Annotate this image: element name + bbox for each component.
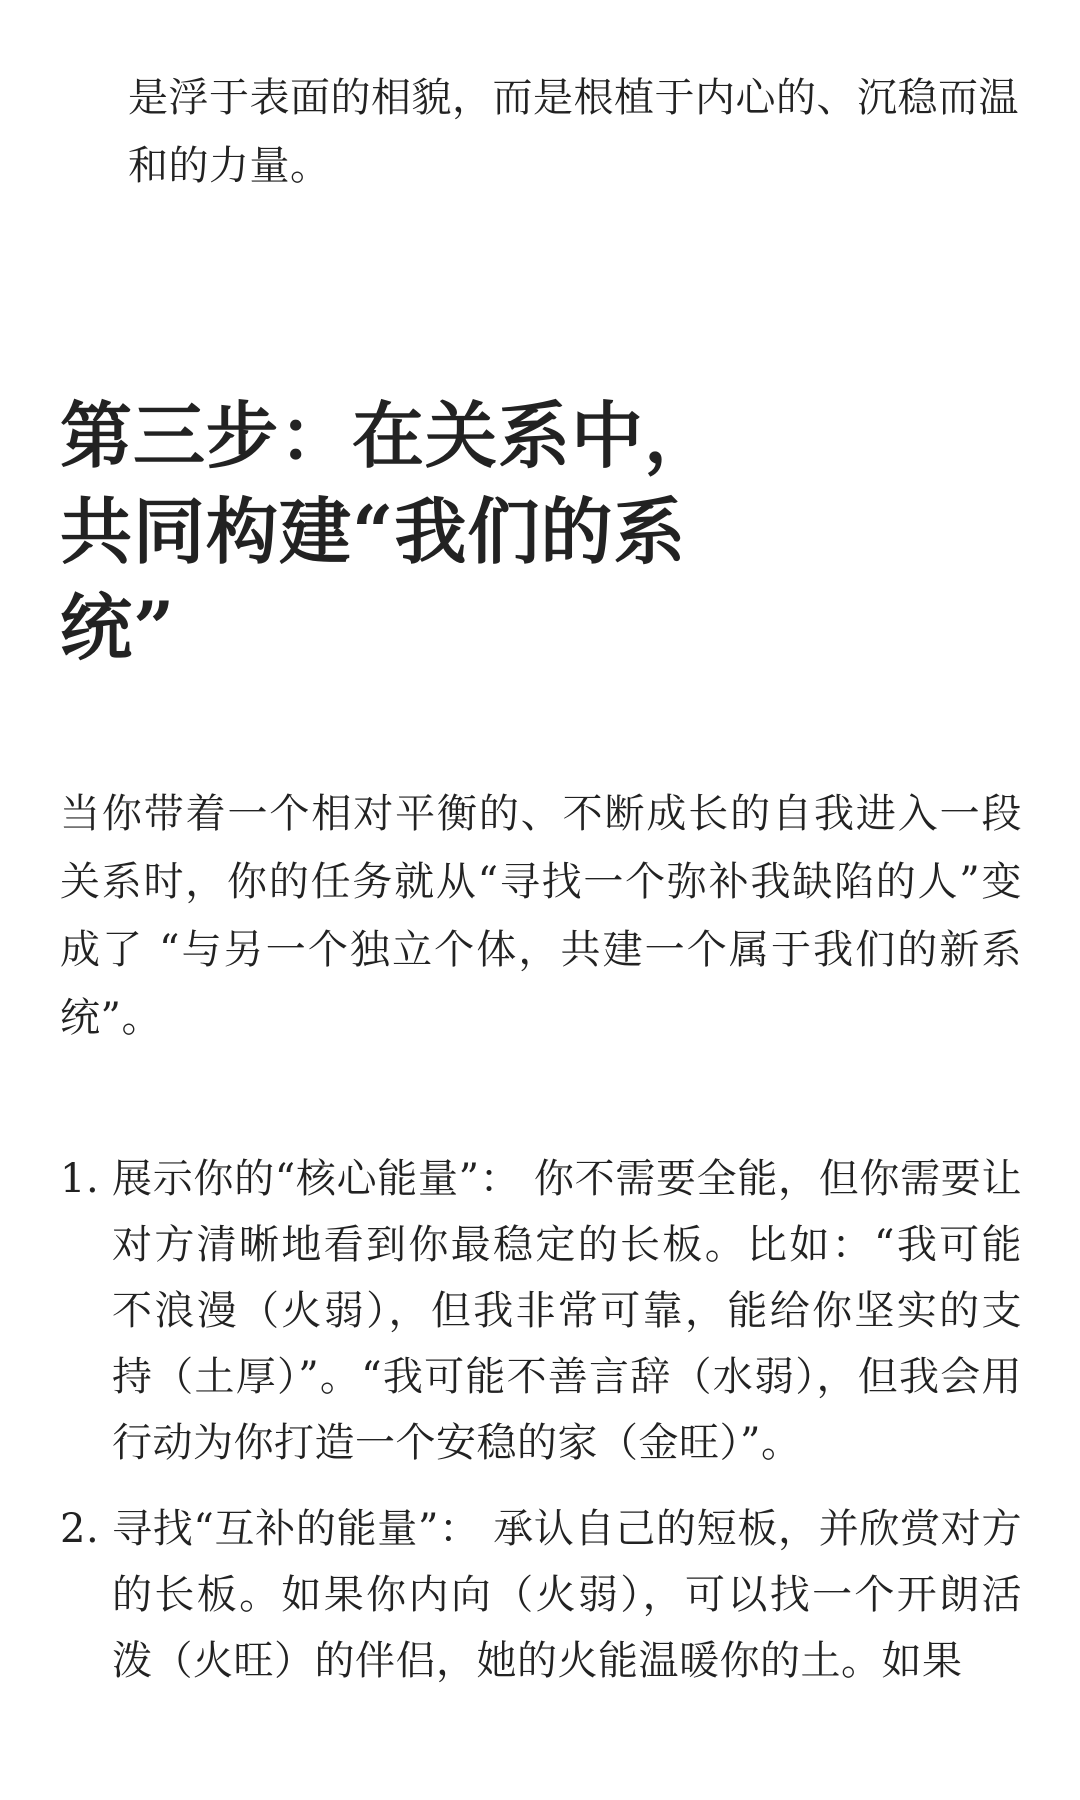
list-item-text: 寻找“互补的能量”： 承认自己的短板，并欣赏对方的长板。如果你内向（火弱），可以找一个开朗活泼（火旺）的伴侣，她的火能温暖你的土。如果 <box>112 1506 1022 1684</box>
list-item <box>60 1496 1022 1694</box>
section-heading: 第三步：在关系中，共同构建“我们的系统” <box>60 393 718 670</box>
list-item-number: 2. <box>60 1506 100 1552</box>
lead-paragraph: 是浮于表面的相貌，而是根植于内心的、沉稳而温和的力量。 <box>128 75 1019 189</box>
numbered-list <box>60 1146 1022 1714</box>
list-item-number: 1. <box>60 1156 100 1202</box>
list-item-text: 展示你的“核心能量”： 你不需要全能，但你需要让对方清晰地看到你最稳定的长板。比如：“我可能不浪漫（火弱），但我非常可靠，能给你坚实的支持（土厚）”。“我可能不善言辞（水弱），但我会用行动为你打造一个安稳的家（金旺）”。 <box>112 1156 1022 1466</box>
section-intro-paragraph: 当你带着一个相对平衡的、不断成长的自我进入一段关系时，你的任务就从“寻找一个弥补我缺陷的人”变成了 “与另一个独立个体，共建一个属于我们的新系统”。 <box>60 791 1022 1041</box>
list-item <box>60 1146 1022 1476</box>
